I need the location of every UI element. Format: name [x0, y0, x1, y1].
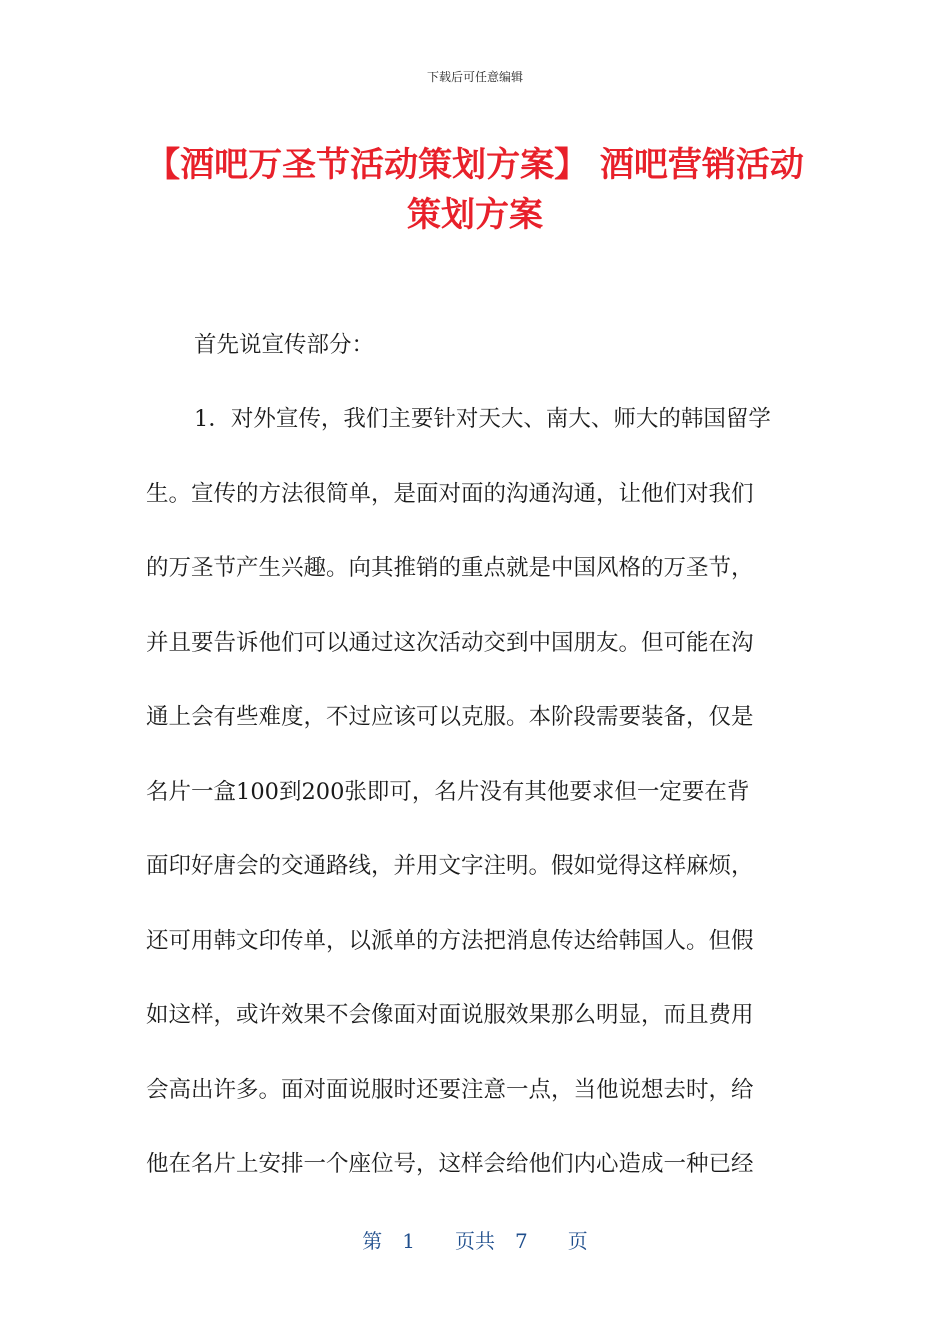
body-line: 首先说宣传部分：	[194, 332, 375, 358]
body-line: 生。宣传的方法很简单，是面对面的沟通沟通，让他们对我们	[146, 481, 754, 507]
body-line: 如这样，或许效果不会像面对面说服效果那么明显，而且费用	[146, 1002, 754, 1028]
body-line: 还可用韩文印传单，以派单的方法把消息传达给韩国人。但假	[146, 928, 754, 954]
body-line: 1．对外宣传，我们主要针对天大、南大、师大的韩国留学	[194, 406, 771, 432]
body-line: 会高出许多。面对面说服时还要注意一点，当他说想去时，给	[146, 1077, 754, 1103]
header-note: 下载后可任意编辑	[426, 70, 523, 84]
body-line: 通上会有些难度，不过应该可以克服。本阶段需要装备，仅是	[146, 704, 754, 730]
body-line: 他在名片上安排一个座位号，这样会给他们内心造成一种已经	[146, 1151, 754, 1177]
body-line: 名片一盒100到200张即可，名片没有其他要求但一定要在背	[146, 779, 750, 805]
page-number-footer: 第 1 页共 7 页	[362, 1229, 588, 1253]
body-line: 并且要告诉他们可以通过这次活动交到中国朋友。但可能在沟	[146, 630, 754, 656]
body-line: 面印好唐会的交通路线，并用文字注明。假如觉得这样麻烦，	[146, 853, 754, 879]
document-title: 【酒吧万圣节活动策划方案】 酒吧营销活动策划方案	[146, 145, 804, 235]
body-line: 的万圣节产生兴趣。向其推销的重点就是中国风格的万圣节，	[146, 555, 754, 581]
